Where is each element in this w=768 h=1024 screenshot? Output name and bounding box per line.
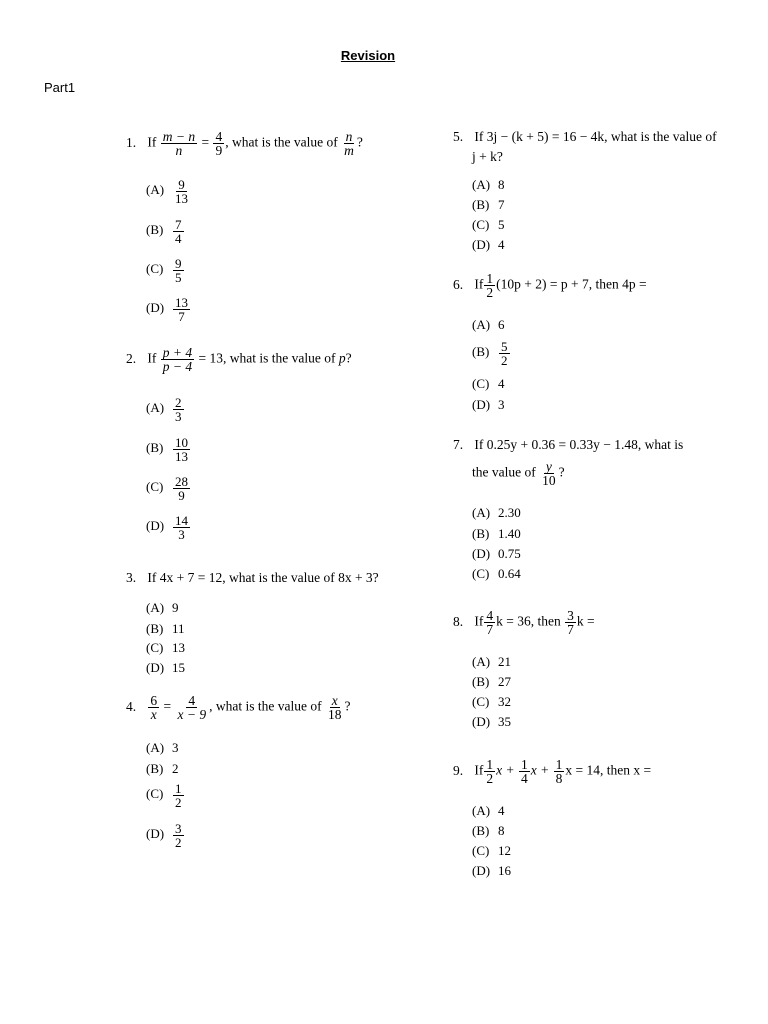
option-a[interactable]: (A) 3 [146, 740, 179, 755]
option-d[interactable]: (D) $\frac{13}{7}$ [146, 295, 188, 324]
option-d[interactable]: (D) 35 [472, 714, 511, 729]
option-c[interactable]: (C) 13 [146, 640, 185, 655]
option-c[interactable]: (C) 4 [472, 376, 505, 391]
fraction: $\frac{m - n}{n}$ [162, 129, 196, 158]
fraction: $\frac{6}{x}$ [150, 693, 158, 722]
option-c[interactable]: (C) 32 [472, 694, 511, 709]
option-d[interactable]: (D) 4 [472, 237, 505, 252]
option-a[interactable]: (A) $\frac{2}{3}$ [146, 395, 182, 424]
option-c[interactable]: (C) 12 [472, 843, 511, 858]
fraction: $\frac{n}{m}$ [344, 129, 354, 158]
question-8: 8. If $\frac{4}{7}$ k = 36, then $\frac{3}{7}$ k = [453, 608, 595, 637]
option-d[interactable]: (D) 15 [146, 660, 185, 675]
fraction: $\frac{3}{7}$ [567, 608, 574, 637]
question-5: 5. If 3j − (k + 5) = 16 − 4k, what is the value of [453, 129, 717, 144]
option-b[interactable]: (B) $\frac{10}{13}$ [146, 435, 188, 464]
fraction: $\frac{1}{2}$ [486, 271, 494, 300]
option-d[interactable]: (D) 16 [472, 863, 511, 878]
question-number: 9. [453, 762, 464, 778]
question-number: 7. [453, 437, 464, 452]
question-4: 4. $\frac{6}{x}$ = $\frac{4}{x - 9}$ , what is the value of $\frac{x}{18}$ ? [126, 693, 351, 722]
question-5-line2: j + k? [472, 149, 503, 164]
option-c[interactable]: (C) $\frac{28}{9}$ [146, 474, 188, 503]
fraction: $\frac{1}{4}$ [520, 757, 528, 786]
option-d[interactable]: (D) $\frac{3}{2}$ [146, 821, 182, 850]
question-number: 3. [126, 570, 137, 585]
option-c[interactable]: (C) 5 [472, 217, 505, 232]
fraction: $\frac{4}{9}$ [215, 129, 223, 158]
option-a[interactable]: (A) 6 [472, 317, 505, 332]
question-9: 9. If $\frac{1}{2}$ x + $\frac{1}{4}$ x + $\frac{1}{8}$ x = 14, then x = [453, 757, 652, 786]
question-number: 5. [453, 129, 464, 144]
option-b[interactable]: (B) $\frac{5}{2}$ [472, 339, 508, 368]
fraction: $\frac{p + 4}{p - 4}$ [162, 345, 193, 374]
question-number: 6. [453, 276, 464, 292]
option-b[interactable]: (B) 27 [472, 674, 511, 689]
option-d[interactable]: (D) 0.75 [472, 546, 521, 561]
question-number: 1. [126, 134, 137, 150]
question-3: 3. If 4x + 7 = 12, what is the value of 8x + 3? [126, 570, 379, 585]
fraction: $\frac{4}{7}$ [486, 608, 494, 637]
part-label: Part1 [44, 80, 76, 95]
option-c[interactable]: (C) $\frac{9}{5}$ [146, 256, 182, 285]
question-6: 6. If $\frac{1}{2}$ (10p + 2) = p + 7, then 4p = [453, 271, 647, 300]
question-7-line2: the value of $\frac{y}{10}$ ? [472, 459, 565, 488]
option-a[interactable]: (A) 21 [472, 654, 511, 669]
option-a[interactable]: (A) 9 [146, 600, 179, 615]
option-b[interactable]: (B) 11 [146, 621, 185, 636]
fraction: $\frac{1}{8}$ [555, 757, 563, 786]
option-b[interactable]: (B) 7 [472, 197, 505, 212]
fraction: $\frac{4}{x - 9}$ [177, 693, 207, 722]
option-b[interactable]: (B) 1.40 [472, 526, 521, 541]
option-a[interactable]: (A) $\frac{9}{13}$ [146, 177, 188, 206]
question-2: 2. If $\frac{p + 4}{p - 4}$ = 13, what is the value of p? [126, 345, 352, 374]
question-1: 1. If $\frac{m - n}{n}$ = $\frac{4}{9}$ , what is the value of $\frac{n}{m}$ ? [126, 129, 363, 158]
option-a[interactable]: (A) 2.30 [472, 505, 521, 520]
question-number: 4. [126, 698, 137, 714]
fraction: $\frac{x}{18}$ [327, 693, 342, 722]
option-c[interactable]: (C) $\frac{1}{2}$ [146, 781, 182, 810]
option-b[interactable]: (B) 8 [472, 823, 505, 838]
option-d[interactable]: (D) 3 [472, 397, 505, 412]
fraction: $\frac{y}{10}$ [542, 459, 556, 488]
option-a[interactable]: (A) 8 [472, 177, 505, 192]
question-7: 7. If 0.25y + 0.36 = 0.33y − 1.48, what is [453, 437, 684, 452]
option-b[interactable]: (B) 2 [146, 761, 179, 776]
option-c[interactable]: (C) 0.64 [472, 566, 521, 581]
page-title: Revision [340, 48, 396, 63]
option-a[interactable]: (A) 4 [472, 803, 505, 818]
fraction: $\frac{1}{2}$ [486, 757, 494, 786]
option-d[interactable]: (D) $\frac{14}{3}$ [146, 513, 188, 542]
option-b[interactable]: (B) $\frac{7}{4}$ [146, 217, 182, 246]
question-number: 2. [126, 350, 137, 366]
question-number: 8. [453, 613, 464, 629]
